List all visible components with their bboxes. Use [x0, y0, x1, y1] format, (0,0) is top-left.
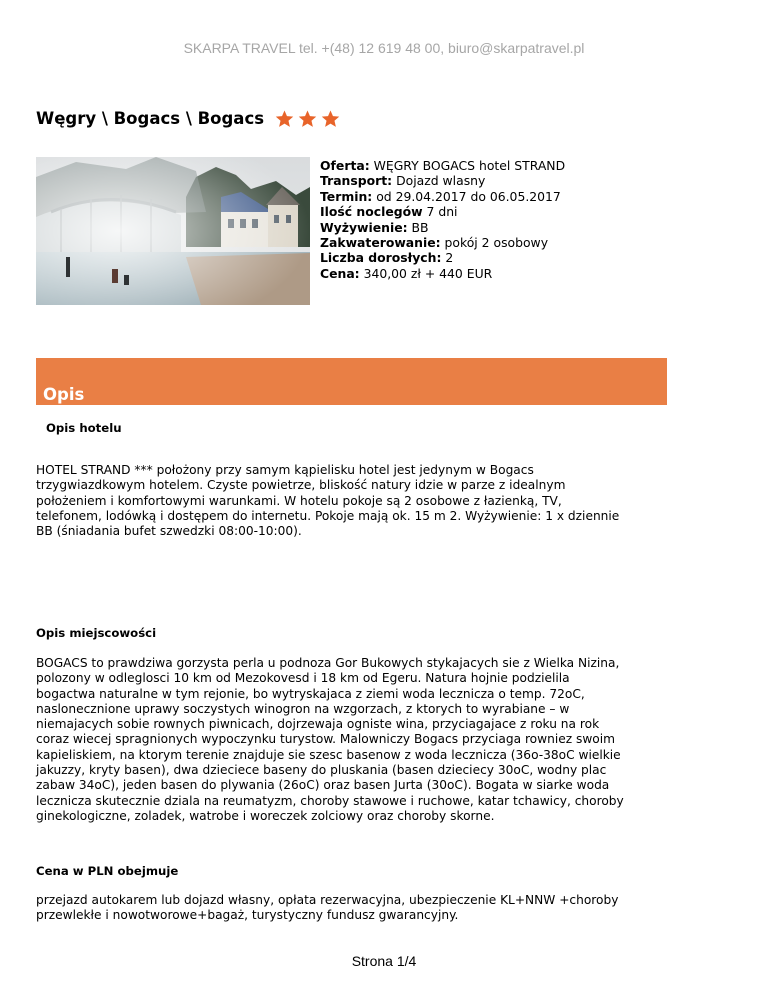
hotel-rating: [275, 110, 340, 128]
room-label: Zakwaterowanie:: [320, 235, 441, 251]
text-line: położeniem i komfortowymi warunkami. W hotelu pokoje są 2 osobowe z łazienką, TV,: [36, 493, 562, 508]
board-value: BB: [407, 219, 429, 235]
star-icon: [298, 110, 317, 128]
section-title: Opis: [43, 385, 85, 404]
offer-row: [320, 158, 565, 173]
adults-label: Liczba dorosłych:: [320, 250, 442, 266]
hotel-description-heading: Opis hotelu: [46, 421, 122, 435]
town-description-heading: Opis miejscowości: [36, 626, 157, 640]
nights-row: [320, 204, 565, 219]
text-line: przewlekłe i nowotworowe+bagaż, turystyczny fundusz gwarancyjny.: [36, 908, 459, 923]
adults-row: [320, 250, 565, 265]
text-line: coraz wiecej spragnionych wypoczynku turystow. Malowniczy Bogacs przyciaga rowniez swoim: [36, 732, 616, 747]
text-line: naslonecznione uprawy soczystych winogron na wzgorzach, z ktorych to wyrabiane – w: [36, 701, 570, 716]
hotel-description: [36, 463, 676, 539]
hotel-photo-illustration: [36, 157, 310, 305]
text-line: telefonem, lodówką i dostępem do internetu. Pokoje mają ok. 15 m 2. Wyżywienie: 1 x dziennie: [36, 508, 620, 523]
hotel-photo: [36, 157, 310, 305]
transport-label: Transport:: [320, 173, 393, 189]
price-includes: [36, 893, 676, 924]
price-value: 340,00 zł + 440 EUR: [359, 265, 493, 281]
star-icon: [321, 110, 340, 128]
text-line: bogactwa naturalne w tym rejonie, bo wytryskajaca z ziemi woda lecznicza o temp. 72oC,: [36, 686, 585, 701]
offer-details: [320, 158, 565, 281]
text-line: BOGACS to prawdziwa gorzysta perla u podnoza Gor Bukowych stykajacych sie z Wielka Nizina,: [36, 656, 620, 670]
board-row: [320, 220, 565, 235]
text-line: trzygwiazdkowym hotelem. Czyste powietrze, bliskość natury idzie w parze z idealnym: [36, 478, 566, 493]
text-line: kapieliskiem, na ktorym terenie znajduje sie szesc basenow z woda lecznicza (36o-38oC wielkie: [36, 747, 621, 762]
star-icon: [275, 110, 294, 128]
agency-contact-header: SKARPA TRAVEL tel. +(48) 12 619 48 00, biuro@skarpatravel.pl: [183, 40, 585, 56]
room-value: pokój 2 osobowy: [440, 235, 549, 251]
date-row: [320, 189, 565, 204]
page-title: Węgry \ Bogacs \ Bogacs: [36, 109, 265, 128]
date-value: od 29.04.2017 do 06.05.2017: [372, 188, 561, 204]
text-line: przejazd autokarem lub dojazd własny, opłata rezerwacyjna, ubezpieczenie KL+NNW +choroby: [36, 893, 619, 907]
price-row: [320, 266, 565, 281]
text-line: HOTEL STRAND *** położony przy samym kąpielisku hotel jest jedynym w Bogacs: [36, 463, 534, 477]
town-description: [36, 656, 676, 824]
adults-value: 2: [441, 250, 454, 266]
board-label: Wyżywienie:: [320, 219, 408, 235]
text-line: ginekologiczne, zoladek, watrobe i woreczek zolciowy oraz choroby skorne.: [36, 808, 495, 823]
price-label: Cena:: [320, 265, 360, 281]
room-row: [320, 235, 565, 250]
transport-value: Dojazd wlasny: [392, 173, 486, 189]
offer-value: WĘGRY BOGACS hotel STRAND: [369, 158, 566, 173]
nights-value: 7 dni: [422, 204, 458, 220]
text-line: lecznicza skutecznie dziala na reumatyzm, choroby stawowe i ruchowe, katar tchawicy, choroby: [36, 793, 624, 808]
text-line: BB (śniadania bufet szwedzki 08:00-10:00).: [36, 524, 302, 539]
text-line: jakuzzy, kryty basen), dwa dzieciece baseny do pluskania (basen dzieciecy 30oC, wodny plac: [36, 763, 607, 778]
date-label: Termin:: [320, 188, 373, 204]
page-number: Strona 1/4: [351, 953, 417, 969]
title-row: [36, 109, 340, 128]
text-line: zabaw 34oC), jeden basen do plywania (26oC) oraz basen Jurta (30oC). Bogata w siarke woda: [36, 778, 610, 793]
section-banner: [36, 358, 667, 405]
offer-label: Oferta:: [320, 158, 370, 173]
text-line: polozony w odleglosci 10 km od Mezokovesd i 18 km od Egeru. Natura hojnie podzielila: [36, 671, 570, 686]
text-line: niemajacych sobie rownych piwnicach, dojrzewaja ogniste wina, przyciagajace z roku na rok: [36, 717, 600, 732]
nights-label: Ilość noclegów: [320, 204, 423, 220]
price-includes-heading: Cena w PLN obejmuje: [36, 864, 179, 878]
transport-row: [320, 173, 565, 188]
